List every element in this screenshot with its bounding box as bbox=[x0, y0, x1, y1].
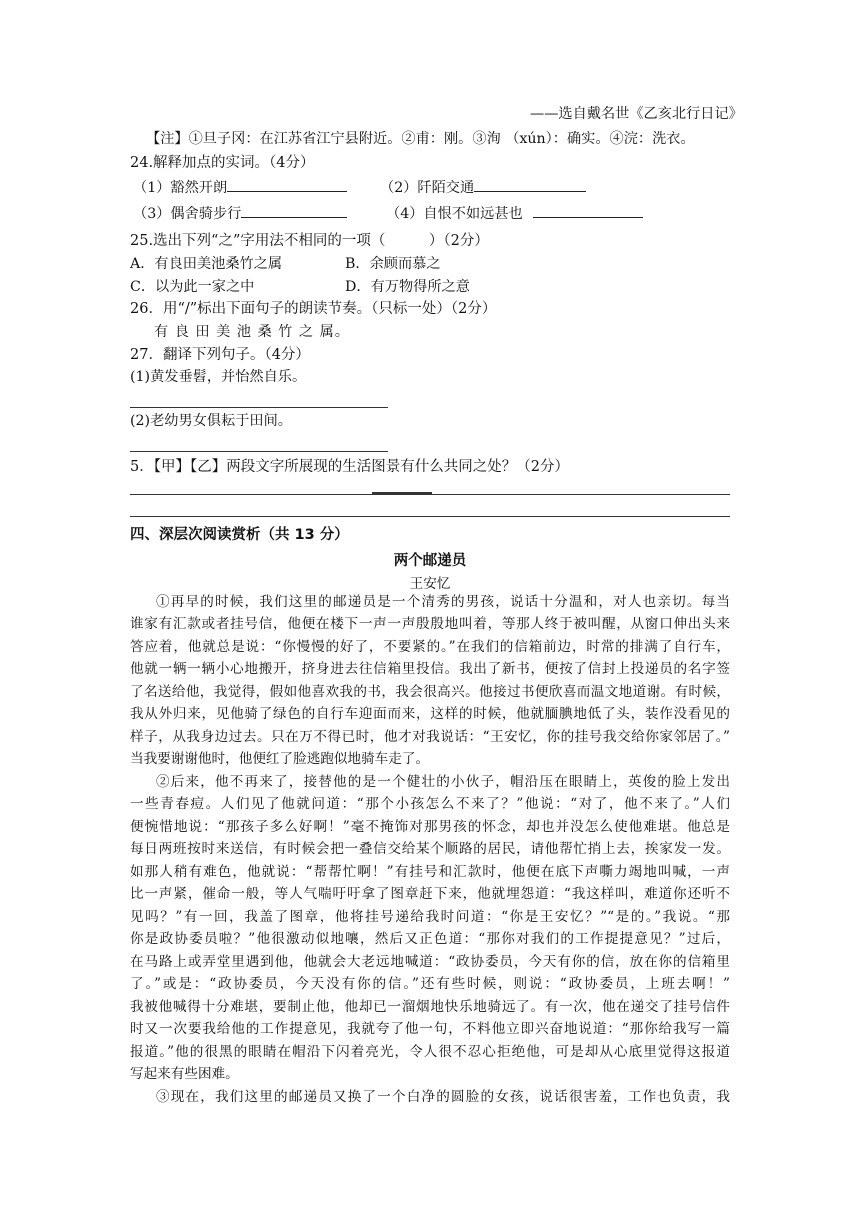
question-5-title: 5．【甲】【乙】两段文字所展现的生活图景有什么共同之处？（2分） bbox=[130, 459, 569, 475]
q25-option-b[interactable]: B．余顾而慕之 bbox=[345, 256, 441, 272]
article-line: ①再早的时候，我们这里的邮递员是一个清秀的男孩，说话十分温和，对人也亲切。每当 bbox=[156, 594, 730, 610]
article-line: 他就一辆一辆小心地搬开，挤身进去往信箱里投信。我出了新书，便按了信封上投递员的名字签 bbox=[130, 661, 730, 677]
article-line: 比一声紧，催命一般，等人气喘吁吁拿了图章赶下来，他就埋怨道：“我这样叫，难道你还听不 bbox=[130, 886, 730, 902]
q24-item-4 bbox=[386, 203, 643, 224]
article-line: ②后来，他不再来了，接替他的是一个健壮的小伙子，帽沿压在眼睛上，英俊的脸上发出 bbox=[156, 774, 730, 790]
article-author: 王安忆 bbox=[409, 576, 451, 592]
q24-item-2 bbox=[380, 177, 586, 198]
answer-blank[interactable] bbox=[227, 177, 347, 192]
article-line: 你是政协委员啦？”他很激动似地嚷，然后又正色道：“那你对我们的工作提提意见？”过后， bbox=[130, 931, 730, 947]
article-line: 报道。”他的很黑的眼睛在帽沿下闪着亮光，令人很不忍心拒绝他，可是却从心底里觉得这报道 bbox=[130, 1044, 730, 1060]
q25-option-a[interactable]: A．有良田美池桑竹之属 bbox=[130, 256, 283, 272]
q25-option-d[interactable]: D．有万物得所之意 bbox=[345, 279, 470, 295]
article-line: 当我要谢谢他时，他便红了脸逃跑似地骑车走了。 bbox=[130, 751, 430, 767]
answer-blank[interactable] bbox=[533, 203, 643, 218]
article-line: 每日两班按时来送信，有时候会把一叠信交给某个顺路的居民，请他帮忙捎上去，挨家发一发。 bbox=[130, 841, 730, 857]
section-heading: 四、深层次阅读赏析（共 13 分） bbox=[130, 527, 349, 543]
answer-line[interactable] bbox=[130, 494, 730, 495]
article-line: 便惋惜地说：“那孩子多么好啊！”毫不掩饰对那男孩的怀念，却也并没怎么使他难堪。他总是 bbox=[130, 819, 730, 835]
article-line: 我从外归来，见他骑了绿色的自行车迎面而来，这样的时候，他就腼腆地低了头，装作没看见的 bbox=[130, 706, 730, 722]
article-line: 谁家有汇款或者挂号信，他便在楼下一声一声殷殷地叫着，等那人终于被叫醒，从窗口伸出头来 bbox=[130, 616, 730, 632]
article-line: 写起来有些困难。 bbox=[130, 1066, 239, 1082]
article-line: 样子，从我身边过去。只在万不得已时，他才对我说话：“王安忆，你的挂号我交给你家邻居了。” bbox=[130, 729, 730, 745]
answer-line[interactable] bbox=[130, 451, 388, 452]
q24-item-2-label: （2）阡陌交通 bbox=[380, 180, 475, 196]
answer-blank[interactable] bbox=[474, 177, 586, 192]
answer-line-mark bbox=[372, 492, 432, 494]
article-line: 一些青春痘。人们见了他就问道：“那个小孩怎么不来了？”他说：“对了，他不来了。”人们 bbox=[130, 796, 730, 812]
article-line: 时又一次要我给他的工作提意见，我就夸了他一句，不料他立即兴奋地说道：“那你给我写一篇 bbox=[130, 1021, 730, 1037]
article-line: 答应着，他就总是说：“你慢慢的好了，不要紧的。”在我们的信箱前边，时常的排满了自行车， bbox=[130, 639, 730, 655]
q24-item-1 bbox=[133, 177, 347, 198]
q27-sentence-1: (1)黄发垂髫，并怡然自乐。 bbox=[130, 369, 307, 385]
article-line: ③现在，我们这里的邮递员又换了一个白净的圆脸的女孩，说话很害羞，工作也负责，我 bbox=[156, 1089, 730, 1105]
q24-item-3 bbox=[133, 203, 347, 224]
article-line: 我被他喊得十分难堪，要制止他，他却已一溜烟地快乐地骑远了。有一次，他在递交了挂号信件 bbox=[130, 999, 730, 1015]
q24-item-3-label: （3）偶舍骑步行 bbox=[133, 206, 242, 222]
answer-blank[interactable] bbox=[241, 203, 347, 218]
q25-option-c[interactable]: C．以为此一家之中 bbox=[130, 279, 255, 295]
question-25-title: 25.选出下列“之”字用法不相同的一项（ ）（2分） bbox=[130, 233, 489, 249]
article-line: 了名送给他，我觉得，假如他喜欢我的书，我会很高兴。他接过书便欣喜而温文地道谢。有时候， bbox=[130, 684, 730, 700]
question-26-title: 26．用“/”标出下面句子的朗读节奏。（只标一处）（2分） bbox=[130, 301, 497, 317]
q24-item-4-label: （4）自恨不如远甚也 bbox=[386, 206, 523, 222]
article-line: 了。”或是：“政协委员，今天没有你的信。”还有些时候，则说：“政协委员，上班去啊！” bbox=[130, 976, 730, 992]
q27-sentence-2: (2)老幼男女俱耘于田间。 bbox=[130, 413, 292, 429]
article-line: 在马路上或弄堂里遇到他，他就会大老远地喊道：“政协委员，今天有你的信，放在你的信箱里 bbox=[130, 954, 730, 970]
article-title: 两个邮递员 bbox=[393, 553, 467, 569]
article-line: 见吗？”有一回，我盖了图章，他将挂号递给我时问道：“你是王安忆？”“是的。”我说。“那 bbox=[130, 909, 730, 925]
annotation-note: 【注】①旦子冈：在江苏省江宁县附近。②甫：刚。③洵 （xún）：确实。④浣：洗衣。 bbox=[146, 131, 695, 147]
q24-item-1-label: （1）豁然开朗 bbox=[133, 180, 228, 196]
question-24-title: 24.解释加点的实词。（4分） bbox=[130, 155, 315, 171]
q26-sentence: 有 良 田 美 池 桑 竹 之 属。 bbox=[154, 324, 350, 340]
answer-line[interactable] bbox=[130, 516, 730, 517]
article-line: 如那人稍有难色，他就说：“帮帮忙啊！”有挂号和汇款时，他便在底下声嘶力竭地叫喊，一声 bbox=[130, 864, 730, 880]
question-27-title: 27．翻译下列句子。（4分） bbox=[130, 347, 310, 363]
source-citation: ——选自戴名世《乙亥北行日记》 bbox=[530, 106, 743, 122]
answer-line[interactable] bbox=[130, 407, 388, 408]
